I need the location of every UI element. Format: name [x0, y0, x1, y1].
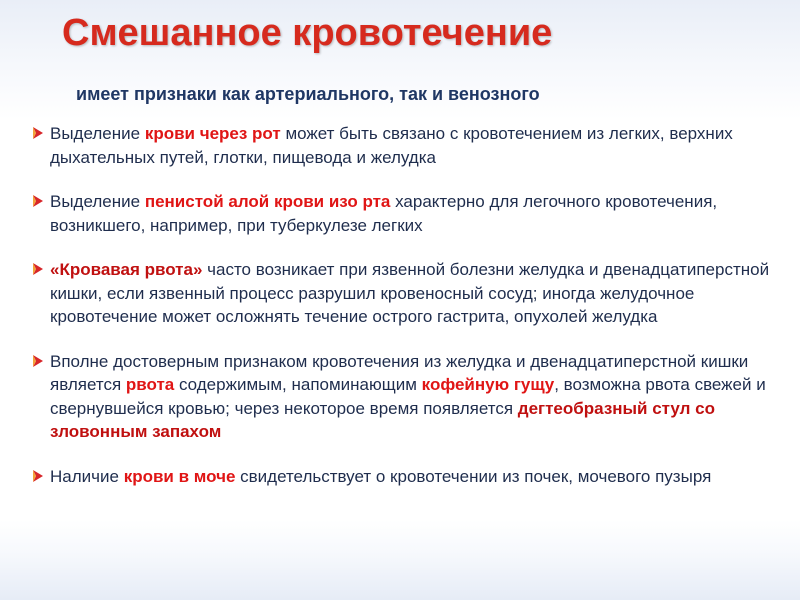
bullet-text: характерно для легочного кровотечения, возникшего, например, при туберкулезе легких: [50, 192, 718, 235]
footer-gradient: [0, 520, 800, 600]
bullet-list: [30, 122, 780, 509]
bullet-item: [30, 465, 780, 489]
bullet-text: Вполне достоверным признаком кровотечения из желудка и двенадцатиперстной кишки является: [50, 351, 749, 394]
bullet-item: [30, 350, 780, 444]
bullet-text: , возможна рвота свежей и свернувшейся кровью; через некоторое время появляется: [50, 375, 766, 418]
bullet-item: [30, 190, 780, 237]
bullet-item: [30, 122, 780, 169]
bullet-item: [30, 258, 780, 329]
arrowhead-bullet-icon: [32, 262, 44, 276]
bullet-highlight: крови через рот: [144, 124, 281, 143]
arrowhead-bullet-icon: [32, 469, 44, 483]
bullet-text: содержимым, напоминающим: [174, 375, 422, 394]
bullet-highlight: дегтеобразный стул со зловонным запахом: [50, 398, 716, 441]
slide-subtitle: имеет признаки как артериального, так и венозного: [76, 84, 540, 104]
bullet-highlight: крови в моче: [123, 466, 236, 486]
slide-title: Смешанное кровотечение: [62, 12, 553, 54]
bullet-text: Выделение: [50, 192, 145, 211]
bullet-highlight: кофейную гущу: [421, 375, 555, 394]
bullet-text: свидетельствует о кровотечении из почек, мочевого пузыря: [235, 466, 712, 486]
bullet-text: Выделение: [50, 124, 145, 143]
arrowhead-bullet-icon: [32, 126, 44, 140]
bullet-text: Наличие: [50, 466, 124, 486]
bullet-text: может быть связано с кровотечением из легких, верхних дыхательных путей, глотки, пищевода и желудка: [50, 124, 733, 167]
bullet-highlight: пенистой алой крови изо рта: [144, 192, 391, 211]
bullet-text: часто возникает при язвенной болезни желудка и двенадцатиперстной кишки, если язвенный процесс разрушил кровеносный сосуд; иногда желудочное кровотечение может осложнять течение острого гастрита, опухолей желудка: [50, 260, 770, 326]
bullet-highlight: рвота: [125, 375, 175, 394]
arrowhead-bullet-icon: [32, 354, 44, 368]
arrowhead-bullet-icon: [32, 194, 44, 208]
bullet-highlight: «Кровавая рвота»: [50, 260, 203, 279]
